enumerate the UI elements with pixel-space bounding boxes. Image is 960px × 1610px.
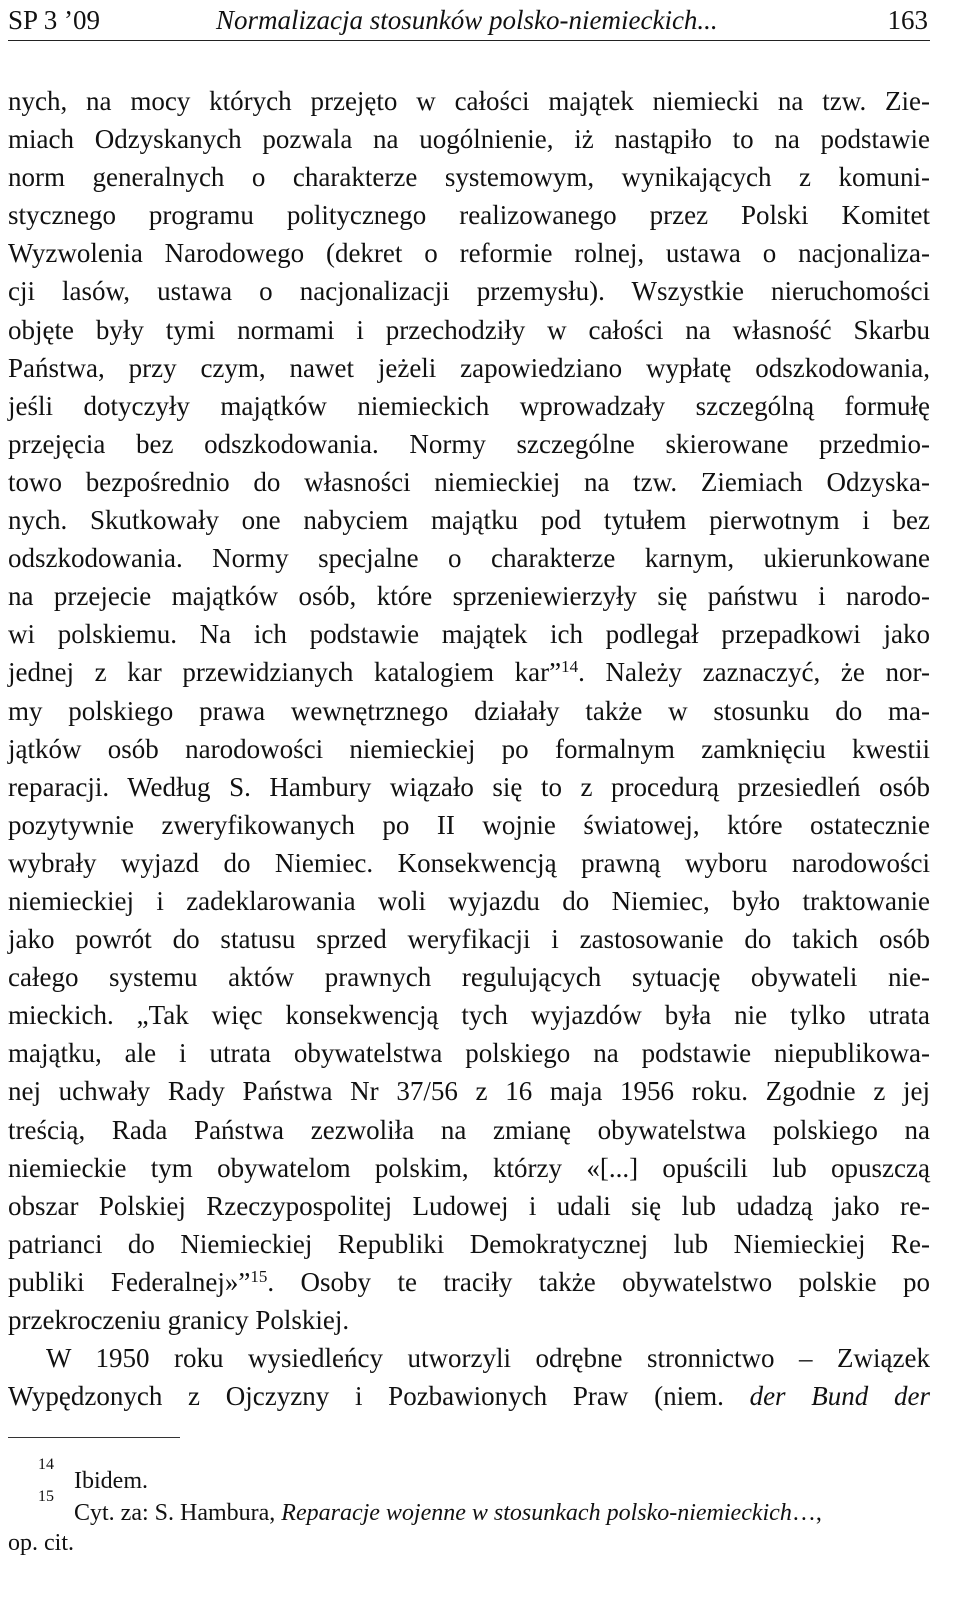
text-line: treścią, Rada Państwa zezwoliła na zmianę obywatelstwa polskiego na [8, 1114, 930, 1145]
text-line: całego systemu aktów prawnych regulujących sytuację obywateli nie- [8, 962, 930, 993]
document-page [8, 0, 930, 1610]
text-segment: . Należy zaznaczyć, że nor- [578, 657, 931, 688]
footnote-separator [8, 1437, 180, 1438]
text-line: reparacji. Według S. Hambury wiązało się to z procedurą przesiedleń osób [8, 771, 930, 802]
text-line: miach Odzyskanych pozwala na uogólnienie, iż nastąpiło to na podstawie [8, 124, 930, 155]
text-line: niemieckie tym obywatelom polskim, którzy «[...] opuścili lub opuszczą [8, 1152, 930, 1183]
text-line: norm generalnych o charakterze systemowym, wynikających z komuni- [8, 162, 930, 193]
running-title: Normalizacja stosunków polsko-niemieckich... [216, 5, 718, 35]
running-header [8, 2, 930, 38]
footnotes [8, 1456, 930, 1558]
text-segment: Wypędzonych z Ojczyzny i Pozbawionych Praw (niem. [8, 1381, 750, 1412]
footnote-text: Ibidem. [74, 1468, 148, 1494]
footnote-citation: Cyt. za: S. Hambura, [74, 1500, 282, 1526]
text-line: nych, na mocy których przejęto w całości majątek niemiecki na tzw. Zie- [8, 86, 930, 116]
text-line: towo bezpośrednio do własności niemieckiej na tzw. Ziemiach Odzyska- [8, 466, 930, 497]
header-rule [8, 40, 930, 41]
footnote-15 [8, 1488, 930, 1528]
text-line [8, 1377, 930, 1415]
text-line: wi polskiemu. Na ich podstawie majątek ich podlegał przepadkowi jako [8, 619, 930, 650]
main-text [8, 82, 930, 1415]
footnote-continuation: op. cit. [8, 1530, 74, 1556]
text-line: cji lasów, ustawa o nacjonalizacji przemysłu). Wszystkie nieruchomości [8, 276, 930, 307]
text-line: obszar Polskiej Rzeczypospolitej Ludowej i udali się lub udadzą jako re- [8, 1190, 930, 1221]
text-line: niemieckiej i zadeklarowania woli wyjazdu do Niemiec, było traktowanie [8, 885, 930, 916]
text-line: wybrały wyjazd do Niemiec. Konsekwencją prawną wyboru narodowości [8, 847, 930, 878]
text-line: na przejecie majątków osób, które sprzeniewierzyły się państwu i narodo- [8, 581, 930, 612]
text-line: jeśli dotyczyły majątków niemieckich wprowadzały szczególną formułę [8, 390, 930, 421]
text-line: pozytywnie zweryfikowanych po II wojnie światowej, które ostatecznie [8, 809, 930, 840]
paragraph-first-line: W 1950 roku wysiedleńcy utworzyli odrębne stronnictwo – Związek [46, 1343, 930, 1374]
footnote-14 [8, 1456, 930, 1496]
text-segment: publiki Federalnej»” [8, 1266, 251, 1297]
text-segment: . Osoby te traciły także obywatelstwo polskie po [267, 1266, 930, 1297]
text-line: stycznego programu politycznego realizowanego przez Polski Komitet [8, 200, 930, 231]
footnote-number: 14 [38, 1456, 54, 1473]
text-line [8, 653, 930, 691]
paragraph-last-line: przekroczeniu granicy Polskiej. [8, 1305, 350, 1335]
text-line: patrianci do Niemieckiej Republiki Demokratycznej lub Niemieckiej Re- [8, 1228, 930, 1259]
text-segment: jednej z kar przewidzianych katalogiem kar” [8, 657, 562, 688]
text-line: jako powrót do statusu sprzed weryfikacji i zastosowanie do takich osób [8, 924, 930, 955]
text-line: objęte były tymi normami i przechodziły w całości na własność Skarbu [8, 314, 930, 345]
footnote-reference-15[interactable]: 15 [250, 1266, 268, 1286]
text-line: nej uchwały Rady Państwa Nr 37/56 z 16 maja 1956 roku. Zgodnie z jej [8, 1076, 930, 1107]
text-line: mieckich. „Tak więc konsekwencją tych wyjazdów była nie tylko utrata [8, 1000, 930, 1031]
text-line [8, 1263, 930, 1301]
journal-issue: SP 3 ’09 [8, 5, 101, 35]
text-line: jątków osób narodowości niemieckiej po formalnym zamknięciu kwestii [8, 733, 930, 764]
text-line: odszkodowania. Normy specjalne o charakterze karnym, ukierunkowane [8, 543, 930, 574]
footnote-ellipsis: …, [791, 1500, 822, 1526]
footnote-work-title: Reparacje wojenne w stosunkach polsko-niemieckich [281, 1500, 792, 1526]
text-line: Państwa, przy czym, nawet jeżeli zapowiedziano wypłatę odszkodowania, [8, 352, 930, 383]
text-line: przejęcia bez odszkodowania. Normy szczególne skierowane przedmio- [8, 428, 930, 459]
page-number: 163 [887, 5, 928, 35]
text-line: Wyzwolenia Narodowego (dekret o reformie rolnej, ustawa o nacjonaliza- [8, 238, 930, 269]
footnote-text [74, 1498, 822, 1528]
text-line: majątku, ale i utrata obywatelstwa polskiego na podstawie niepublikowa- [8, 1038, 930, 1069]
italic-term: der Bund der [749, 1381, 930, 1412]
text-line: my polskiego prawa wewnętrznego działały także w stosunku do ma- [8, 695, 930, 726]
text-line: nych. Skutkowały one nabyciem majątku pod tytułem pierwotnym i bez [8, 505, 930, 536]
footnote-reference-14[interactable]: 14 [561, 657, 579, 677]
footnote-number: 15 [38, 1488, 54, 1505]
